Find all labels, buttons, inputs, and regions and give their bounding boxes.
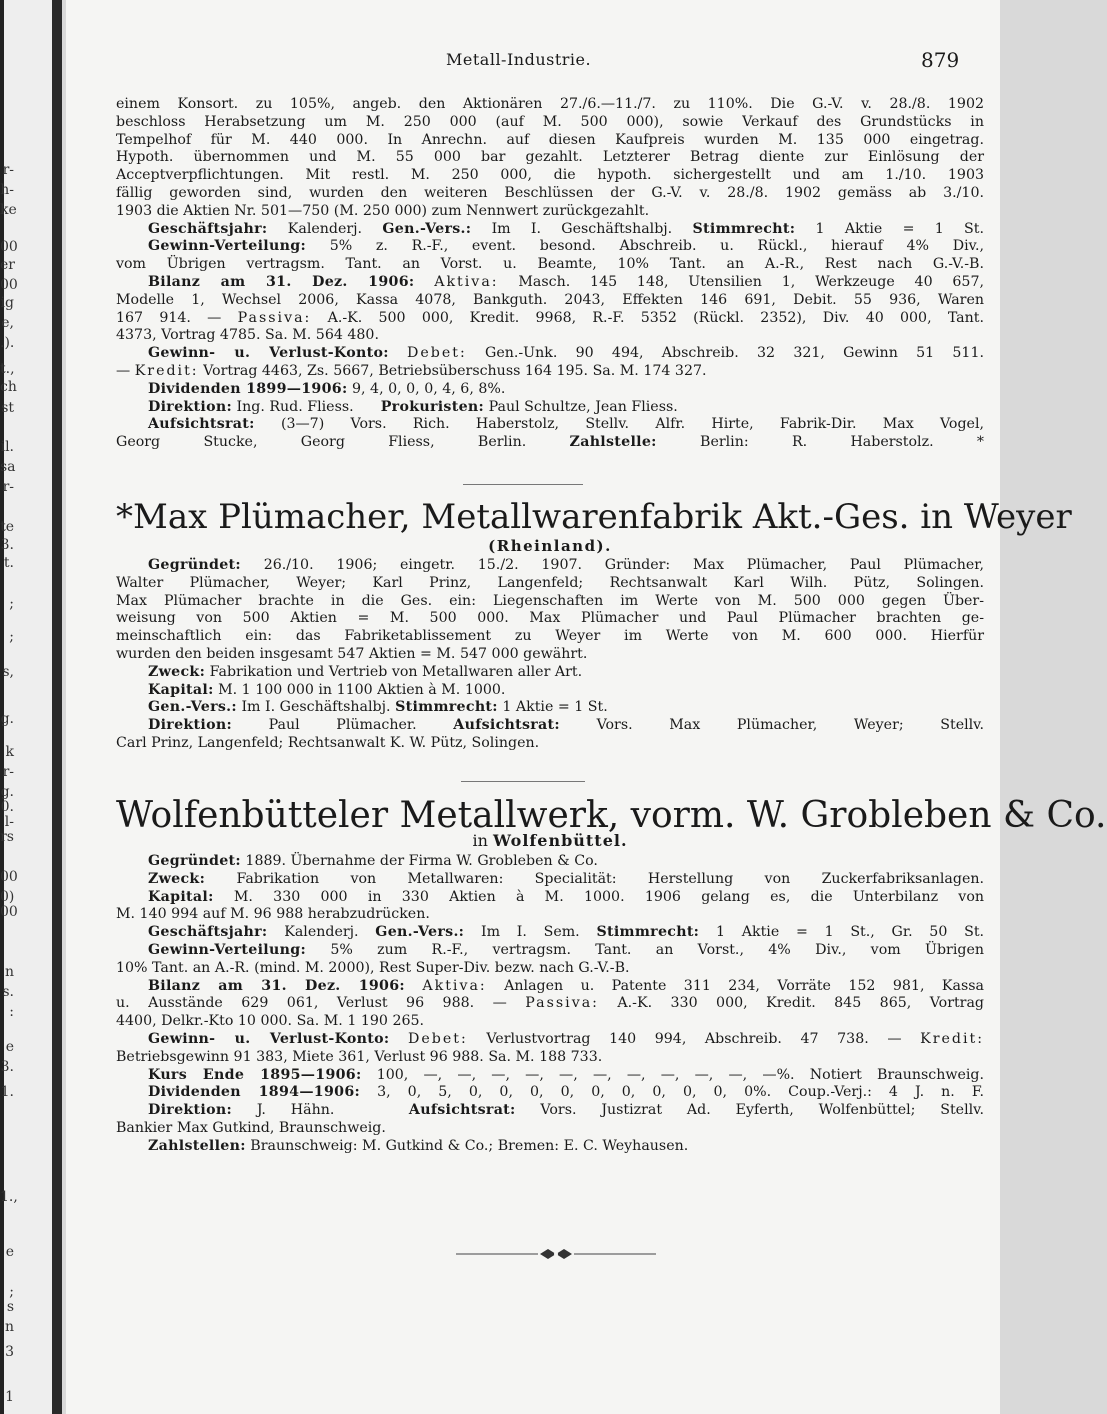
text-line: 4400, Delkr.-Kto 10 000. Sa. M. 1 190 265. [116,1013,425,1030]
margin-fragment: 00 [0,239,18,255]
margin-fragment: t., [0,361,15,377]
kapital-line: Kapital: M. 1 100 000 in 1100 Aktien à M. 1000. [148,681,506,698]
margin-fragment: n [4,964,14,980]
text-line: Modelle 1, Wechsel 2006, Kassa 4078, Bankguth. 2043, Effekten 146 691, Debit. 55 936, Waren [116,291,984,308]
margin-fragment: l- [4,814,14,830]
zahlstelle-line: Georg Stucke, Georg Fliess, Berlin. Zahlstelle: Berlin: R. Haberstolz. * [116,434,984,451]
zahlstellen-line: Zahlstellen: Braunschweig: M. Gutkind & Co.; Bremen: E. C. Weyhausen. [148,1137,689,1154]
margin-fragment: e, [1,315,14,331]
margin-fragment: s [6,1299,14,1315]
gewinn-line: Gewinn-Verteilung: 5% z. R.-F., event. besond. Abschreib. u. Rückl., hierauf 4% Div., [148,238,984,255]
margin-fragment: 0. [0,799,14,815]
gutter-shadow [52,0,62,1414]
margin-fragment: ch [0,379,17,395]
margin-fragment: h- [0,182,14,198]
geschaeftsjahr-line: Geschäftsjahr: Kalenderj. Gen.-Vers.: Im I. Sem. Stimmrecht: 1 Aktie = 1 St., Gr. 50 St. [148,924,985,941]
margin-fragment: sa [0,459,16,475]
bilanz-passiva-line: u. Ausstände 629 061, Verlust 96 988. — Passiva: A.-K. 330 000, Kredit. 845 865, Vortrag [116,995,984,1012]
aufsichtsrat-line: Aufsichtsrat: (3—7) Vors. Rich. Haberstolz, Stellv. Alfr. Hirte, Fabrik-Dir. Max Vogel, [148,416,984,433]
gegruendet-line: Gegründet: 1889. Übernahme der Firma W. Grobleben & Co. [148,853,598,869]
margin-fragment: 3. [0,1059,14,1075]
company-location: in Wolfenbüttel. [472,831,628,850]
bilanz-passiva-line: 167 914. — Passiva: A.-K. 500 000, Kredit. 9968, R.-F. 5352 (Rückl. 2352), Div. 40 000, Tant. [116,309,984,326]
kurs-line: Kurs Ende 1895—1906: 100, —, —, —, —, —, —, —, —, —, —, —%. Notiert Braunschweig. [148,1066,984,1083]
text-line: Walter Plümacher, Weyer; Karl Prinz, Langenfeld; Rechtsanwalt Karl Wilh. Pütz, Solingen. [116,574,984,591]
gewinn-line: Gewinn-Verteilung: 5% zum R.-F., vertragsm. Tant. an Vorst., 4% Div., vom Übrigen [148,941,984,958]
margin-fragment: ; [9,1284,14,1300]
running-header: Metall-Industrie. [446,50,592,69]
margin-fragment: ; [9,629,14,645]
text-line: Hypoth. übernommen und M. 55 000 bar gezahlt. Letzterer Betrag diente zur Einlösung der [116,149,984,166]
text-line: 10% Tant. an A.-R. (mind. M. 2000), Rest Super-Div. bezw. nach G.-V.-B. [116,959,630,976]
text-line: einem Konsort. zu 105%, angeb. den Aktionären 27./6.—11./7. zu 110%. Die G.-V. v. 28./8. 1902 [116,96,984,112]
kapital-line: Kapital: M. 330 000 in 330 Aktien à M. 1000. 1906 gelang es, die Unterbilanz von [148,888,984,905]
text-line: wurden den beiden insgesamt 547 Aktien = M. 547 000 gewährt. [116,645,588,662]
margin-fragment: st [1,400,14,416]
company2-body [116,853,984,1156]
dividenden-line: Dividenden 1894—1906: 3, 0, 5, 0, 0, 0, 0, 0, 0, 0, 0, 0, 0%. Coup.-Verj.: 4 J. n. F. [148,1084,984,1101]
margin-fragment: e [5,1244,14,1260]
margin-fragment: g. [0,784,14,800]
margin-fragment: 3. [0,537,14,553]
section-divider [463,484,583,485]
bilanz-line: Bilanz am 31. Dez. 1906: Aktiva: Masch. 145 148, Utensilien 1, Werkzeuge 40 657, [148,273,984,290]
dividenden-line: Dividenden 1899—1906: 9, 4, 0, 0, 0, 4, 6, 8%. [148,380,506,397]
text-line: M. 140 994 auf M. 96 988 herabzudrücken. [116,906,430,923]
end-ornament [456,1247,656,1261]
direktion-line: Direktion: Ing. Rud. Fliess. Prokuristen: Paul Schultze, Jean Fliess. [148,398,678,415]
margin-fragment: 0) [0,889,15,905]
company1-body [116,557,984,753]
margin-fragment: 1 [5,1389,14,1405]
margin-fragment: r- [2,479,14,495]
gegruendet-line: Gegründet: 26./10. 1906; eingetr. 15./2. 1907. Gründer: Max Plümacher, Paul Plümacher, [148,557,984,573]
margin-fragment: .). [0,335,15,351]
text-line: weisung von 500 Aktien = M. 500 000. Max Plümacher und Paul Plümacher brachten ge- [116,610,984,627]
margin-fragment: t. [3,555,14,571]
margin-fragment: s, [2,664,14,680]
guv-line: Gewinn- u. Verlust-Konto: Debet: Verlustvortrag 140 994, Abschreib. 47 738. — Kredit: [148,1030,984,1047]
margin-fragment: 00 [0,277,18,293]
adjacent-page-margin [0,0,62,1414]
margin-fragment: r- [2,162,14,178]
text-line: Max Plümacher brachte in die Ges. ein: Liegenschaften im Werte von M. 500 000 gegen Über- [116,592,984,609]
margin-fragment: 00 [0,904,18,920]
page [66,0,1107,1414]
margin-fragment: r- [2,764,14,780]
text-line: 4373, Vortrag 4785. Sa. M. 564 480. [116,327,379,344]
margin-fragment: ke [0,202,17,218]
margin-fragment: 1. [0,1084,14,1100]
text-line: Carl Prinz, Langenfeld; Rechtsanwalt K. W. Pütz, Solingen. [116,734,540,751]
guv-kredit-line: — Kredit: Vortrag 4463, Zs. 5667, Betriebsüberschuss 164 195. Sa. M. 174 327. [116,362,707,379]
margin-fragment: te [0,519,14,535]
margin-fragment: n [4,1319,14,1335]
text-line: Betriebsgewinn 91 383, Miete 361, Verlust 96 988. Sa. M. 188 733. [116,1048,603,1065]
text-line: vom Übrigen vertragsm. Tant. an Vorst. u. Beamte, 10% Tant. an A.-R., Rest nach G.-V.-B. [116,256,984,273]
margin-fragment: ; [9,596,14,612]
margin-fragment: g. [0,711,14,727]
geschaeftsjahr-line: Geschäftsjahr: Kalenderj. Gen.-Vers.: Im I. Geschäftshalbj. Stimmrecht: 1 Aktie = 1 St. [148,220,984,237]
zweck-line: Zweck: Fabrikation von Metallwaren: Specialität: Herstellung von Zuckerfabriksanlagen. [148,870,984,887]
margin-fragment: 00 [0,869,18,885]
section-divider [461,781,585,782]
margin-fragment: 3 [5,1344,14,1360]
margin-fragment: k [5,744,14,760]
margin-fragment: il. [0,439,14,455]
text-line: Bankier Max Gutkind, Braunschweig. [116,1119,386,1136]
text-line: fällig geworden sind, wurden den weiteren Beschlüssen der G.-V. v. 28./8. 1902 gemäss ab 3./10. [116,184,984,201]
direktion-line: Direktion: J. Hähn. Aufsichtsrat: Vors. Justizrat Ad. Eyferth, Wolfenbüttel; Stellv. [148,1102,984,1119]
margin-fragment: : [9,1004,14,1020]
text-line: meinschaftlich ein: das Fabriketablissement zu Weyer im Werte von M. 600 000. Hierfür [116,628,984,645]
section-continuation [116,96,984,452]
text-line: Tempelhof für M. 440 000. In Anrechn. auf diesen Kaufpreis wurden M. 135 000 eingetrag. [116,131,984,148]
margin-fragment: er [0,257,15,273]
margin-fragment: 1., [0,1189,18,1205]
bilanz-line: Bilanz am 31. Dez. 1906: Aktiva: Anlagen u. Patente 311 234, Vorräte 152 981, Kassa [148,977,984,994]
margin-fragment: ig [0,295,14,311]
margin-fragment: e [5,1039,14,1055]
page-number: 879 [921,48,960,72]
company-title: *Max Plümacher, Metallwarenfabrik Akt.-Ges. in Weyer [116,497,1072,537]
company-location: (Rheinland). [488,537,612,555]
direktion-line: Direktion: Paul Plümacher. Aufsichtsrat: Vors. Max Plümacher, Weyer; Stellv. [148,717,985,734]
margin-fragment: s. [2,984,14,1000]
margin-fragment: rs [0,829,14,845]
text-line: 1903 die Aktien Nr. 501—750 (M. 250 000) zum Nennwert zurückgezahlt. [116,202,650,219]
text-line: beschloss Herabsetzung um M. 250 000 (auf M. 500 000), sowie Verkauf des Grundstücks in [116,113,984,130]
genvers-line: Gen.-Vers.: Im I. Geschäftshalbj. Stimmrecht: 1 Aktie = 1 St. [148,699,608,716]
company-title: Wolfenbütteler Metallwerk, vorm. W. Grobleben & Co. [116,795,1107,836]
zweck-line: Zweck: Fabrikation und Vertrieb von Metallwaren aller Art. [148,663,583,680]
text-line: Acceptverpflichtungen. Mit restl. M. 250 000, die hypoth. sichergestellt und am 1./10. 1903 [116,167,984,184]
guv-line: Gewinn- u. Verlust-Konto: Debet: Gen.-Unk. 90 494, Abschreib. 32 321, Gewinn 51 511. [148,345,984,362]
